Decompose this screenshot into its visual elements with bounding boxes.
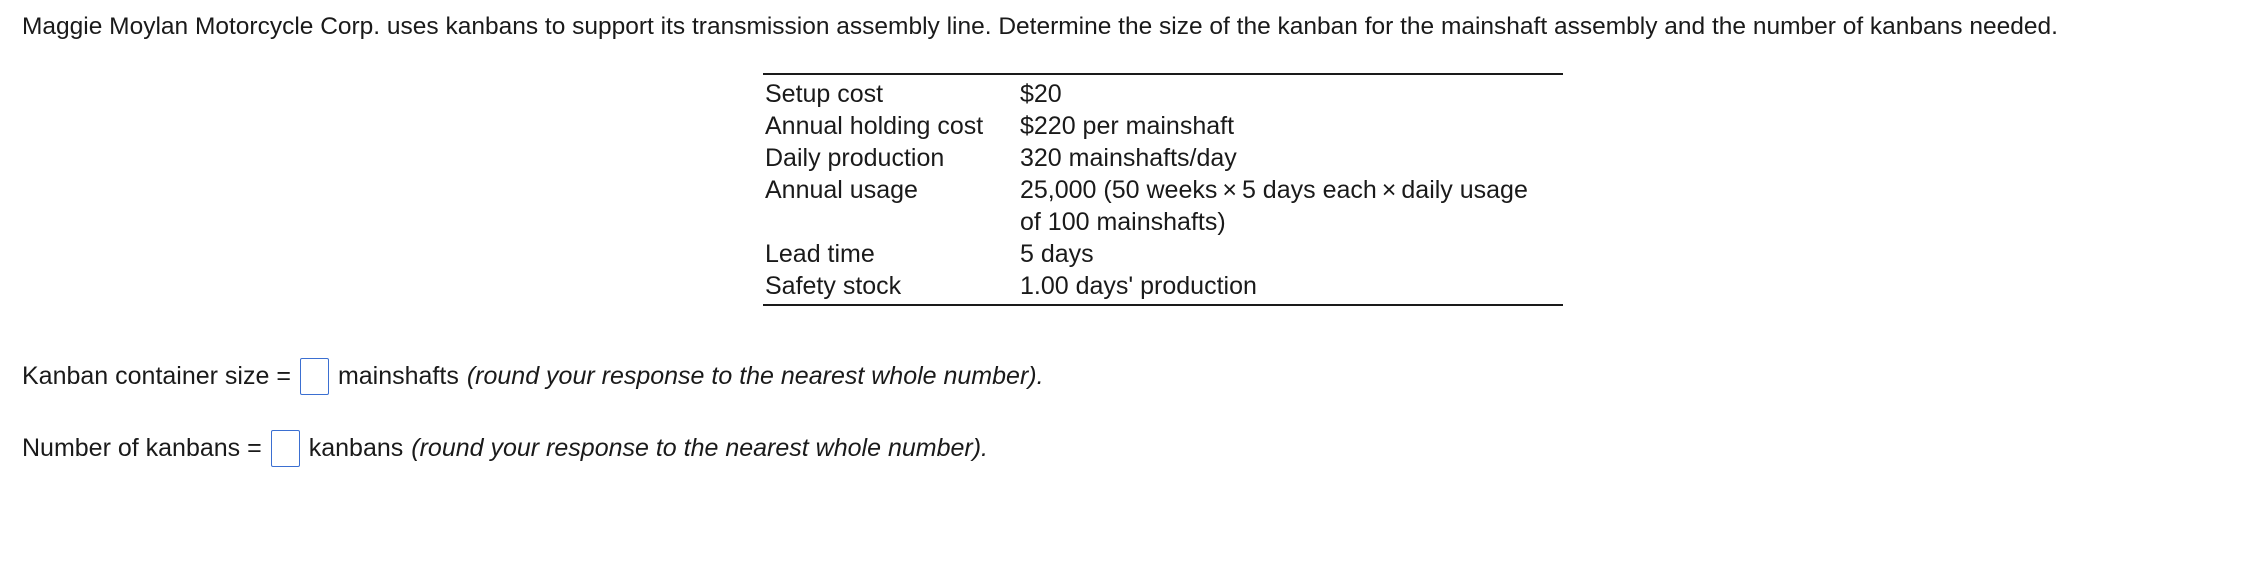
container-size-unit: mainshafts [337, 362, 459, 390]
container-size-label: Kanban container size = [22, 362, 291, 390]
num-kanbans-hint: (round your response to the nearest whole number). [411, 434, 988, 462]
row-value: 5 days [1020, 240, 1094, 268]
num-kanbans-label: Number of kanbans = [22, 434, 262, 462]
row-value: $20 [1020, 80, 1062, 108]
num-kanbans-answer-line [22, 428, 988, 468]
table-row-annual-holding-cost [763, 110, 1563, 142]
row-value: 320 mainshafts/day [1020, 144, 1237, 172]
row-label: Safety stock [765, 272, 902, 300]
table-row-annual-usage [763, 174, 1563, 238]
table-row-lead-time [763, 238, 1563, 270]
table-row-safety-stock [763, 270, 1563, 305]
problem-data-table [763, 73, 1563, 306]
container-size-input[interactable] [300, 358, 329, 395]
container-size-answer-line [22, 356, 1044, 396]
num-kanbans-unit: kanbans [308, 434, 404, 462]
row-value: $220 per mainshaft [1020, 112, 1235, 140]
row-value-multiline [1020, 174, 1563, 238]
row-label: Annual holding cost [765, 112, 984, 140]
num-kanbans-input[interactable] [271, 430, 300, 467]
container-size-hint: (round your response to the nearest whole number). [466, 362, 1044, 390]
row-value: 1.00 days' production [1020, 272, 1257, 300]
table-row-daily-production [763, 142, 1563, 174]
row-label: Annual usage [765, 176, 918, 204]
question-text: Maggie Moylan Motorcycle Corp. uses kanbans to support its transmission assembly line. Determine the size of the kanban for the mainshaft assembly and the number of kanbans needed. [22, 13, 2058, 40]
table-row-setup-cost [763, 74, 1563, 110]
row-label: Setup cost [765, 80, 884, 108]
row-value-line-2: of 100 mainshafts) [1020, 208, 1226, 236]
row-label: Lead time [765, 240, 875, 268]
row-value-line-1: 25,000 (50 weeks × 5 days each × daily usage [1020, 176, 1528, 204]
row-label: Daily production [765, 144, 945, 172]
